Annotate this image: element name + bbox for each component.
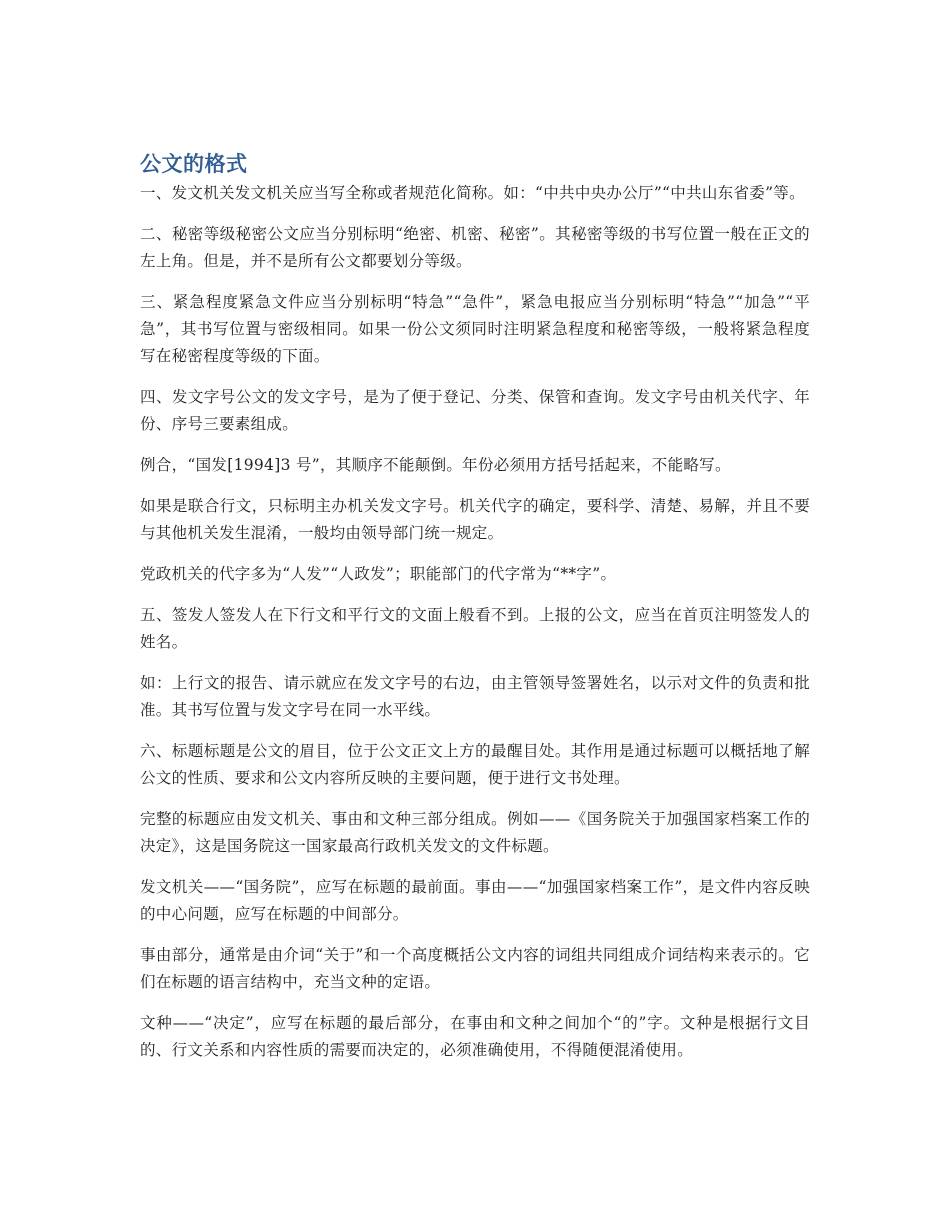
paragraph-title-doctype: 文种——“决定”，应写在标题的最后部分，在事由和文种之间加个“的”字。文种是根据行文目的、行文关系和内容性质的需要而决定的，必须准确使用，不得随便混淆使用。 [140, 1014, 810, 1059]
paragraph-title-components: 完整的标题应由发文机关、事由和文种三部分组成。例如——《国务院关于加强国家档案工作的决定》，这是国务院这一国家最高行政机关发文的文件标题。 [140, 810, 810, 855]
paragraph-agency-codes: 党政机关的代字多为“人发”“人政发”；职能部门的代字常为“**字”。 [140, 565, 617, 583]
paragraph-document-number: 四、发文字号公文的发文字号，是为了便于登记、分类、保管和查询。发文字号由机关代字、年份、序号三要素组成。 [140, 388, 810, 433]
document-page [140, 148, 810, 1078]
paragraph-number-example: 例合，“国发[1994]3 号”，其顺序不能颠倒。年份必须用方括号括起来，不能略写。 [140, 456, 731, 474]
paragraph-urgency-level: 三、紧急程度紧急文件应当分别标明“特急”“急件”，紧急电报应当分别标明“特急”“加急”“平急”，其书写位置与密级相同。如果一份公文须同时注明紧急程度和秘密等级，一般将紧急程度写在秘密程度等级的下面。 [140, 293, 810, 365]
paragraph-signatory: 五、签发人签发人在下行文和平行文的文面上般看不到。上报的公文，应当在首页注明签发人的姓名。 [140, 606, 810, 651]
paragraph-title-subject: 事由部分，通常是由介词“关于”和一个高度概括公文内容的词组共同组成介词结构来表示的。它们在标题的语言结构中，充当文种的定语。 [140, 946, 810, 991]
document-title: 公文的格式 [140, 152, 248, 176]
paragraph-issuing-authority: 一、发文机关发文机关应当写全称或者规范化简称。如：“中共中央办公厅”“中共山东省委”等。 [140, 184, 805, 202]
paragraph-joint-issuance: 如果是联合行文，只标明主办机关发文字号。机关代字的确定，要科学、清楚、易解，并且不要与其他机关发生混淆，一般均由领导部门统一规定。 [140, 497, 810, 542]
paragraph-signatory-example: 如：上行文的报告、请示就应在发文字号的右边，由主管领导签署姓名，以示对文件的负责和批准。其书写位置与发文字号在同一水平线。 [140, 674, 810, 719]
paragraph-secrecy-level: 二、秘密等级秘密公文应当分别标明“绝密、机密、秘密”。其秘密等级的书写位置一般在正文的左上角。但是，并不是所有公文都要划分等级。 [140, 225, 810, 270]
paragraph-title-authority: 发文机关——“国务院”，应写在标题的最前面。事由——“加强国家档案工作”，是文件内容反映的中心问题，应写在标题的中间部分。 [140, 878, 810, 923]
paragraph-title: 六、标题标题是公文的眉目，位于公文正文上方的最醒目处。其作用是通过标题可以概括地了解公文的性质、要求和公文内容所反映的主要问题，便于进行文书处理。 [140, 742, 810, 787]
